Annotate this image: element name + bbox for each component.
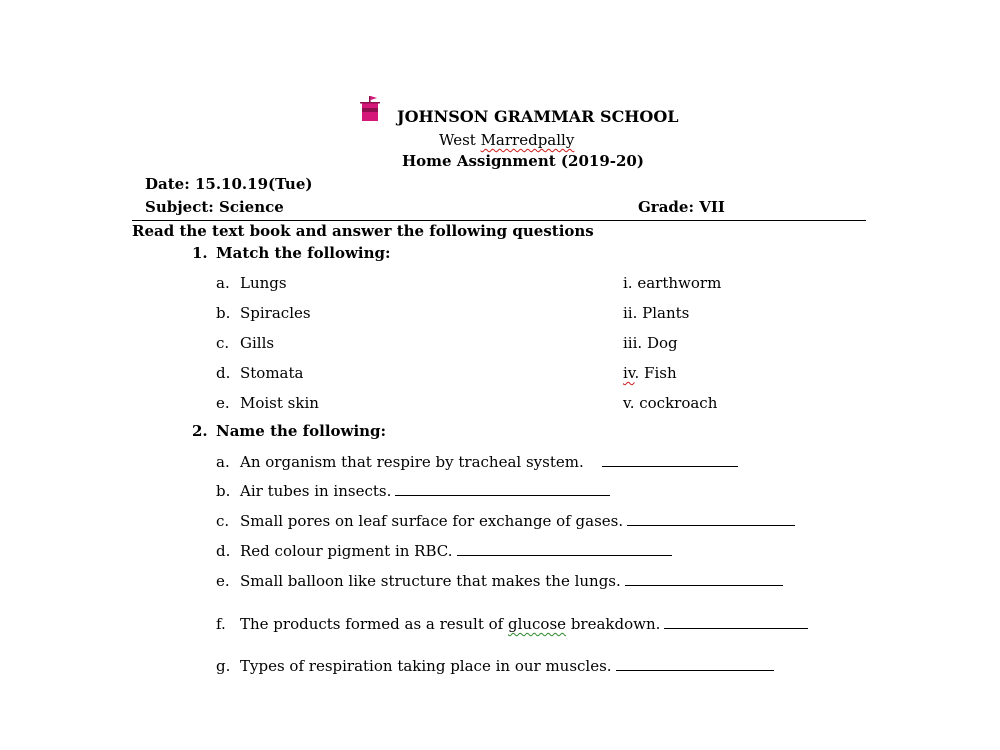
answer-blank[interactable] bbox=[616, 670, 774, 671]
question-text: Small balloon like structure that makes the lungs. bbox=[240, 572, 621, 590]
answer-blank[interactable] bbox=[457, 555, 672, 556]
question-item bbox=[240, 542, 672, 560]
answer-blank[interactable] bbox=[625, 585, 783, 586]
section2-title: Name the following: bbox=[216, 422, 387, 440]
question-item bbox=[240, 657, 774, 675]
section1-number: 1. bbox=[192, 244, 208, 262]
question-text: breakdown. bbox=[566, 615, 661, 633]
question-letter: e. bbox=[216, 572, 230, 590]
question-letter: a. bbox=[216, 453, 230, 471]
school-name: JOHNSON GRAMMAR SCHOOL bbox=[397, 107, 679, 126]
section2-number: 2. bbox=[192, 422, 208, 440]
answer-blank[interactable] bbox=[627, 525, 795, 526]
match-left-letter: b. bbox=[216, 304, 231, 322]
match-right-text: Dog bbox=[642, 334, 678, 352]
question-letter: g. bbox=[216, 657, 231, 675]
section1-title: Match the following: bbox=[216, 244, 391, 262]
match-right-item bbox=[623, 334, 678, 352]
match-right-numeral: i. bbox=[623, 274, 633, 292]
question-letter: c. bbox=[216, 512, 230, 530]
question-text: The products formed as a result of bbox=[240, 615, 508, 633]
match-right-item bbox=[623, 274, 721, 292]
match-right-text: Plants bbox=[637, 304, 690, 322]
match-right-text: cockroach bbox=[634, 394, 718, 412]
question-item bbox=[240, 572, 783, 590]
answer-blank[interactable] bbox=[602, 466, 738, 467]
match-right-item bbox=[623, 304, 689, 322]
header-divider bbox=[132, 220, 866, 221]
question-text: An organism that respire by tracheal system. bbox=[240, 453, 584, 471]
question-item bbox=[240, 615, 808, 633]
match-right-item bbox=[623, 394, 717, 412]
question-item bbox=[240, 482, 610, 500]
match-left-item: Gills bbox=[240, 334, 275, 352]
match-left-letter: d. bbox=[216, 364, 231, 382]
question-letter: b. bbox=[216, 482, 231, 500]
question-text: Types of respiration taking place in our muscles. bbox=[240, 657, 612, 675]
subject-label: Subject: Science bbox=[145, 198, 284, 216]
answer-blank[interactable] bbox=[395, 495, 610, 496]
match-right-numeral: iii. bbox=[623, 334, 643, 352]
location-word: Marredpally bbox=[480, 131, 575, 149]
answer-blank[interactable] bbox=[664, 628, 808, 629]
match-left-item: Spiracles bbox=[240, 304, 311, 322]
match-right-numeral: v. bbox=[623, 394, 635, 412]
question-text: Air tubes in insects. bbox=[240, 482, 392, 500]
match-left-item: Stomata bbox=[240, 364, 304, 382]
date-label: Date: 15.10.19(Tue) bbox=[145, 175, 313, 193]
question-item bbox=[240, 512, 795, 530]
match-left-letter: a. bbox=[216, 274, 230, 292]
question-text: Red colour pigment in RBC. bbox=[240, 542, 453, 560]
question-text-marked: glucose bbox=[507, 615, 567, 633]
location-prefix: West bbox=[439, 131, 481, 149]
assignment-title: Home Assignment (2019-20) bbox=[402, 152, 644, 170]
question-item bbox=[240, 453, 738, 471]
match-right-item bbox=[623, 364, 677, 382]
match-right-text: . Fish bbox=[634, 364, 677, 382]
question-text: Small pores on leaf surface for exchange of gases. bbox=[240, 512, 624, 530]
match-left-letter: c. bbox=[216, 334, 230, 352]
instructions: Read the text book and answer the following questions bbox=[132, 222, 594, 240]
match-right-text: earthworm bbox=[632, 274, 722, 292]
school-location bbox=[439, 131, 574, 149]
question-letter: f. bbox=[216, 615, 226, 633]
grade-label: Grade: VII bbox=[638, 198, 725, 216]
question-letter: d. bbox=[216, 542, 231, 560]
match-left-item: Moist skin bbox=[240, 394, 319, 412]
match-left-item: Lungs bbox=[240, 274, 287, 292]
match-right-numeral: ii. bbox=[623, 304, 638, 322]
match-left-letter: e. bbox=[216, 394, 230, 412]
school-logo-icon bbox=[360, 95, 384, 123]
match-right-numeral: iv bbox=[623, 364, 635, 382]
